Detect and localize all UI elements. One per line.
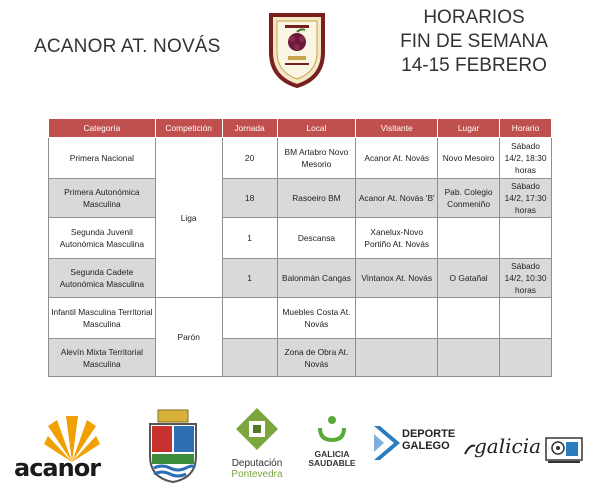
cell-categoria: Alevín Mixta Territorial Masculina	[49, 339, 156, 377]
galicia-saudable-logo	[306, 414, 358, 484]
cell-visitante	[356, 298, 438, 339]
acanor-wordmark: acanor	[14, 454, 101, 482]
xunta-chevron-icon	[372, 424, 400, 462]
table-row	[49, 138, 552, 179]
cell-jornada	[222, 298, 277, 339]
club-crest-icon	[268, 12, 326, 88]
deputacion-emblem-icon	[234, 406, 280, 452]
cell-lugar: O Gatañal	[438, 259, 500, 298]
deporte-galego-logo	[372, 422, 458, 466]
cell-horario	[500, 298, 552, 339]
cell-lugar	[438, 298, 500, 339]
mascot-logo-icon	[544, 430, 584, 466]
cell-competicion-paron: Parón	[155, 298, 222, 377]
table-row	[49, 259, 552, 298]
cell-categoria: Primera Nacional	[49, 138, 156, 179]
cell-categoria: Segunda Cadete Autonómica Masculina	[49, 259, 156, 298]
cell-lugar: Pab. Colegio Conmeniño	[438, 179, 500, 218]
deputacion-label	[224, 458, 290, 480]
cell-local: Rasoeiro BM	[277, 179, 356, 218]
coat-of-arms-icon	[146, 408, 200, 484]
col-lugar: Lugar	[438, 119, 500, 138]
acanor-logo	[14, 412, 126, 486]
cell-visitante: Acanor At. Novás 'B'	[356, 179, 438, 218]
cell-visitante: Vintanox At. Novás	[356, 259, 438, 298]
cell-visitante	[356, 339, 438, 377]
cell-categoria: Segunda Juvenil Autonómica Masculina	[49, 218, 156, 259]
table-row	[49, 179, 552, 218]
cell-competicion-liga: Liga	[155, 138, 222, 298]
deputacion-line-1: Deputación	[231, 458, 283, 469]
cell-lugar	[438, 339, 500, 377]
col-local: Local	[277, 119, 356, 138]
col-categoria: Categoría	[49, 119, 156, 138]
cell-jornada: 20	[222, 138, 277, 179]
cell-visitante: Xanelux-Novo Portiño At. Novás	[356, 218, 438, 259]
title-line-3: 14-15 FEBRERO	[401, 55, 547, 76]
col-visitante: Visitante	[356, 119, 438, 138]
title-line-1: HORARIOS	[423, 7, 525, 28]
galicia-saudable-line-1: GALICIA	[314, 449, 350, 459]
cell-categoria: Primera Autonómica Masculina	[49, 179, 156, 218]
cell-local: Zona de Obra At. Novás	[277, 339, 356, 377]
col-horario: Horario	[500, 119, 552, 138]
cell-local: Balonmán Cangas	[277, 259, 356, 298]
deputacion-line-2: Pontevedra	[231, 469, 283, 480]
cell-visitante: Acanor At. Novás	[356, 138, 438, 179]
cell-horario: Sábado 14/2, 18:30 horas	[500, 138, 552, 179]
deporte-galego-line-1: DEPORTE	[402, 428, 456, 440]
galicia-wordmark: galicia	[474, 434, 542, 458]
cell-lugar: Novo Mesoiro	[438, 138, 500, 179]
table-header-row	[49, 119, 552, 138]
table-row	[49, 339, 552, 377]
cell-jornada: 18	[222, 179, 277, 218]
cell-horario: Sábado 14/2, 17:30 horas	[500, 179, 552, 218]
galicia-logo	[464, 432, 542, 462]
cell-horario	[500, 218, 552, 259]
cell-jornada: 1	[222, 259, 277, 298]
col-competicion: Competición	[155, 119, 222, 138]
cell-horario: Sábado 14/2, 10:30 horas	[500, 259, 552, 298]
title-line-2: FIN DE SEMANA	[400, 31, 548, 52]
galicia-saudable-line-2: SAUDABLE	[308, 458, 356, 468]
deporte-galego-line-2: GALEGO	[402, 440, 450, 452]
cell-jornada	[222, 339, 277, 377]
cell-jornada: 1	[222, 218, 277, 259]
sponsor-bar	[0, 400, 600, 493]
cell-lugar	[438, 218, 500, 259]
schedule-title	[378, 6, 570, 78]
cell-local: BM Artabro Novo Mesorio	[277, 138, 356, 179]
deputacion-logo	[224, 406, 290, 488]
col-jornada: Jornada	[222, 119, 277, 138]
cell-local: Descansa	[277, 218, 356, 259]
table-row	[49, 218, 552, 259]
schedule-table	[48, 118, 552, 377]
cell-categoria: Infantil Masculina Territorial Masculina	[49, 298, 156, 339]
table-row	[49, 298, 552, 339]
galicia-saudable-icon	[316, 414, 348, 442]
cell-horario	[500, 339, 552, 377]
club-name: ACANOR AT. NOVÁS	[34, 36, 221, 57]
deporte-galego-label	[402, 428, 455, 452]
galicia-saudable-label	[306, 450, 358, 468]
cell-local: Muebles Costa At. Novás	[277, 298, 356, 339]
